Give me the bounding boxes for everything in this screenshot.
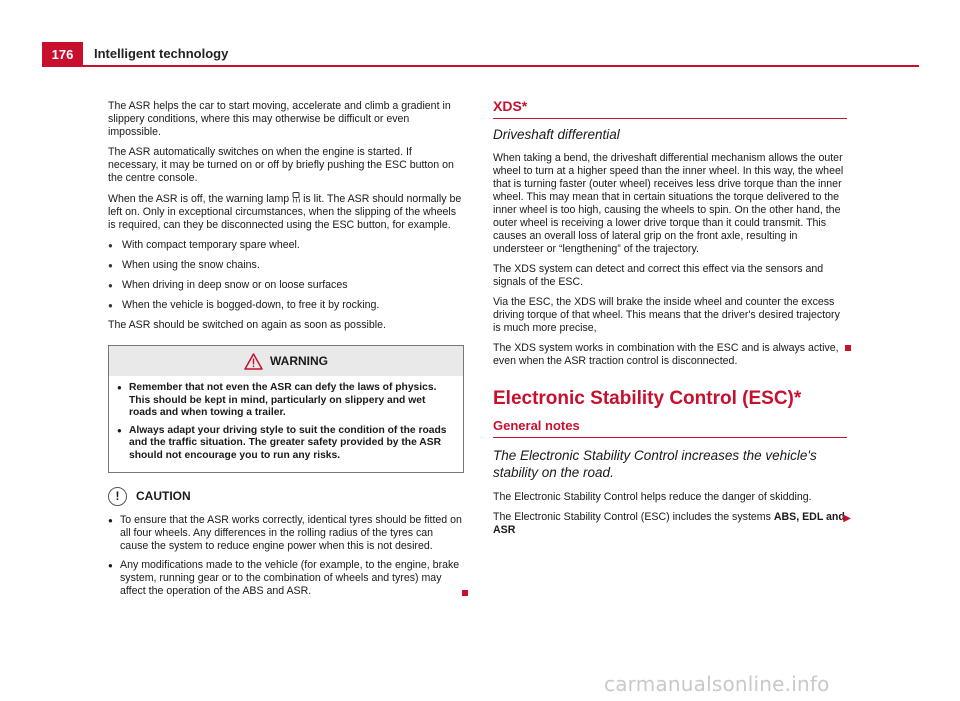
esc-section-title: Electronic Stability Control (ESC)* (493, 388, 802, 409)
esc-systems-text: The Electronic Stability Control (ESC) includes the systems (493, 511, 774, 523)
esc-systems-bold: ABS, EDL and ASR (493, 511, 845, 536)
asr-off-paragraph (108, 192, 464, 232)
caution-item (108, 559, 464, 598)
asr-warning-lamp-icon (292, 192, 300, 203)
list-item: ● When using the snow chains. (108, 259, 464, 272)
xds-paragraph: The XDS system can detect and correct this effect via the sensors and signals of the ESC. (493, 263, 824, 288)
section-end-marker (462, 590, 468, 596)
xds-paragraph-text: The XDS system works in combination with the ESC and is always active, even when the ASR traction control is disconnected. (493, 342, 839, 367)
xds-paragraph: When taking a bend, the driveshaft differential mechanism allows the outer wheel to turn at a higher speed than the inner wheel. In this way, the wheel that is turning faster (outer wheel) receives less drive torque than the inner wheel. This may mean that in certain situations the torque delivered to the inner wheel is too high, causing the wheels to spin. On the other hand, the outer wheel is receiving a lower drive torque than it could transmit. This causes an overall loss of lateral grip on the front axle, resulting in understeer or “lengthening” of the trajectory. (493, 152, 844, 255)
caution-title: CAUTION (136, 489, 191, 503)
warning-box (108, 345, 464, 473)
xds-paragraph: Via the ESC, the XDS will brake the inside wheel and counter the excess driving torque of that wheel. This means that the driver's desired trajectory is much more precise, (493, 296, 840, 334)
header-rule (42, 65, 919, 67)
warning-triangle-icon (244, 353, 263, 370)
right-column (493, 98, 851, 544)
list-item: ● With compact temporary spare wheel. (108, 239, 464, 252)
general-notes-heading: General notes (493, 419, 847, 438)
watermark-text: carmanualsonline.info (604, 672, 830, 696)
asr-switch-on-paragraph: The ASR should be switched on again as soon as possible. (108, 319, 386, 331)
asr-off-text-end: is lit. The ASR should normally be left on. Only in exceptional circumstances, when the slipping of the wheels is required, can they be disconnected using the ESC button, for example. (108, 193, 462, 231)
asr-intro-paragraph: The ASR helps the car to start moving, accelerate and climb a gradient in slippery conditions, where this may otherwise be difficult or even impossible. (108, 100, 451, 138)
left-column (108, 100, 464, 604)
warning-item: ● Always adapt your driving style to suit the condition of the roads and the traffic situation. The greater safety provided by the ASR should not encourage you to run any risks. (117, 425, 455, 463)
warning-header (109, 346, 463, 376)
caution-header (108, 487, 464, 506)
running-title: Intelligent technology (94, 46, 229, 61)
page-number: 176 (42, 42, 83, 66)
list-item: ● When driving in deep snow or on loose surfaces (108, 279, 464, 292)
caution-item-text: Any modifications made to the vehicle (for example, to the engine, brake system, running gear or to the combination of wheels and tyres) may affect the operation of the ABS and ASR. (120, 559, 460, 597)
exclamation-circle-icon: ! (108, 487, 127, 506)
esc-paragraph (493, 511, 851, 537)
warning-body (109, 376, 463, 472)
warning-title: WARNING (270, 353, 328, 368)
xds-heading: XDS* (493, 100, 847, 119)
section-end-marker (845, 345, 851, 351)
xds-subheading: Driveshaft differential (493, 127, 620, 142)
asr-switch-paragraph: The ASR automatically switches on when the engine is started. If necessary, it may be turned on or off by briefly pushing the ESC button on the centre console. (108, 146, 454, 184)
caution-item: ● To ensure that the ASR works correctly, identical tyres should be fitted on all four wheels. Any differences in the rolling radius of the tyres can cause the system to reduce engine power when this is not desired. (108, 514, 464, 553)
list-item: ● When the vehicle is bogged-down, to free it by rocking. (108, 299, 464, 312)
asr-disconnect-list (108, 239, 464, 312)
caution-body (108, 514, 464, 598)
continue-arrow-icon: ▶ (843, 513, 851, 524)
esc-lead-text: The Electronic Stability Control increases the vehicle's stability on the road. (493, 448, 817, 480)
xds-paragraph (493, 342, 847, 368)
warning-item: ● Remember that not even the ASR can defy the laws of physics. This should be kept in mind, particularly on slippery and wet roads and when towing a trailer. (117, 382, 455, 420)
esc-paragraph: The Electronic Stability Control helps reduce the danger of skidding. (493, 491, 812, 503)
asr-off-text-start: When the ASR is off, the warning lamp (108, 193, 293, 205)
